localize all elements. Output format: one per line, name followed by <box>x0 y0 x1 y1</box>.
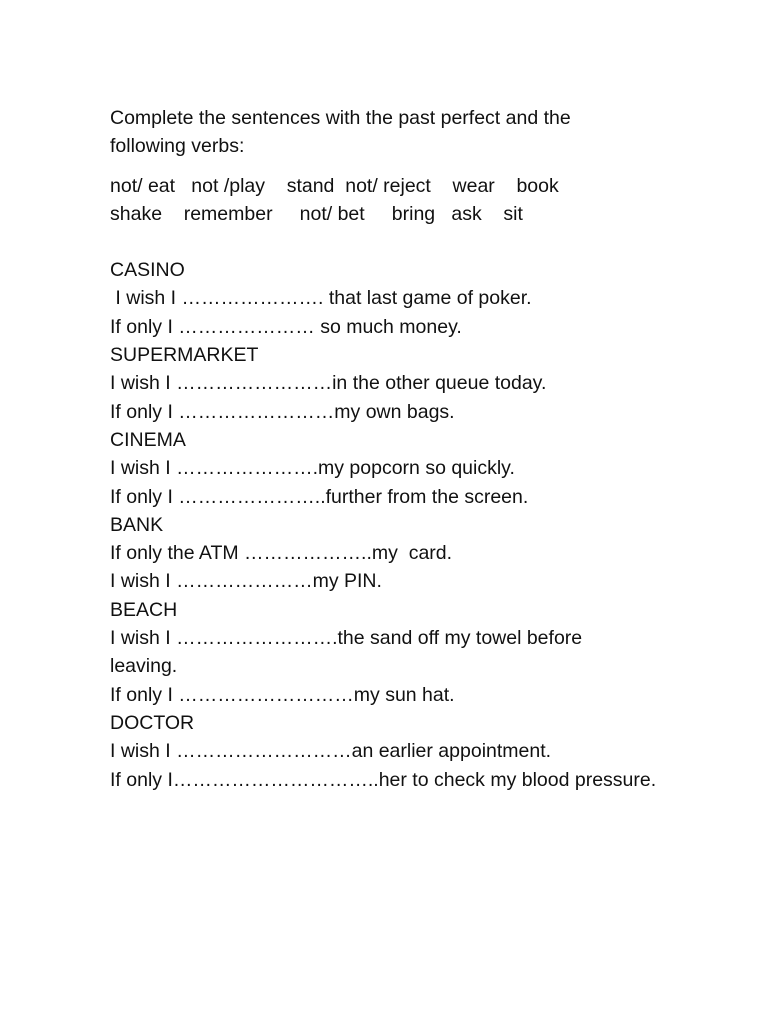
sentence: If only I ………………………my sun hat. <box>110 683 455 706</box>
verb-list-line-2: shake remember not/ bet bring ask sit <box>110 202 523 225</box>
spacer <box>110 228 710 256</box>
section-heading: SUPERMARKET <box>110 344 259 367</box>
sentence: I wish I …………………my PIN. <box>110 570 382 593</box>
section-cinema <box>110 426 710 511</box>
section-beach <box>110 596 710 709</box>
instruction-text: Complete the sentences with the past perfect and the following verbs: <box>110 107 571 158</box>
sentence: I wish I ………………………an earlier appointment. <box>110 740 552 763</box>
worksheet <box>110 104 710 794</box>
sentence: I wish I ………………….my popcorn so quickly. <box>110 457 515 480</box>
sentence: If only the ATM ………………..my card. <box>110 542 453 565</box>
section-heading: CASINO <box>110 259 185 282</box>
section-heading: DOCTOR <box>110 711 195 734</box>
section-heading: BANK <box>110 513 164 536</box>
section-heading: BEACH <box>110 598 178 621</box>
section-doctor <box>110 709 710 794</box>
sentence: If only I …………………..further from the screen. <box>110 485 529 508</box>
spacer <box>110 161 710 172</box>
sentence: I wish I …………………. that last game of poker. <box>110 287 532 310</box>
section-casino <box>110 256 710 341</box>
sentence: I wish I …………………….the sand off my towel before leaving. <box>110 627 583 678</box>
section-supermarket <box>110 341 710 426</box>
section-bank <box>110 511 710 596</box>
sentence: If only I…………………………..her to check my blood pressure. <box>110 768 657 791</box>
verb-list-line-1: not/ eat not /play stand not/ reject wear book <box>110 174 559 197</box>
section-heading: CINEMA <box>110 428 186 451</box>
sentence: If only I ………………… so much money. <box>110 315 462 338</box>
sentence: I wish I ……………………in the other queue today. <box>110 372 547 395</box>
sentence: If only I ……………………my own bags. <box>110 400 455 423</box>
